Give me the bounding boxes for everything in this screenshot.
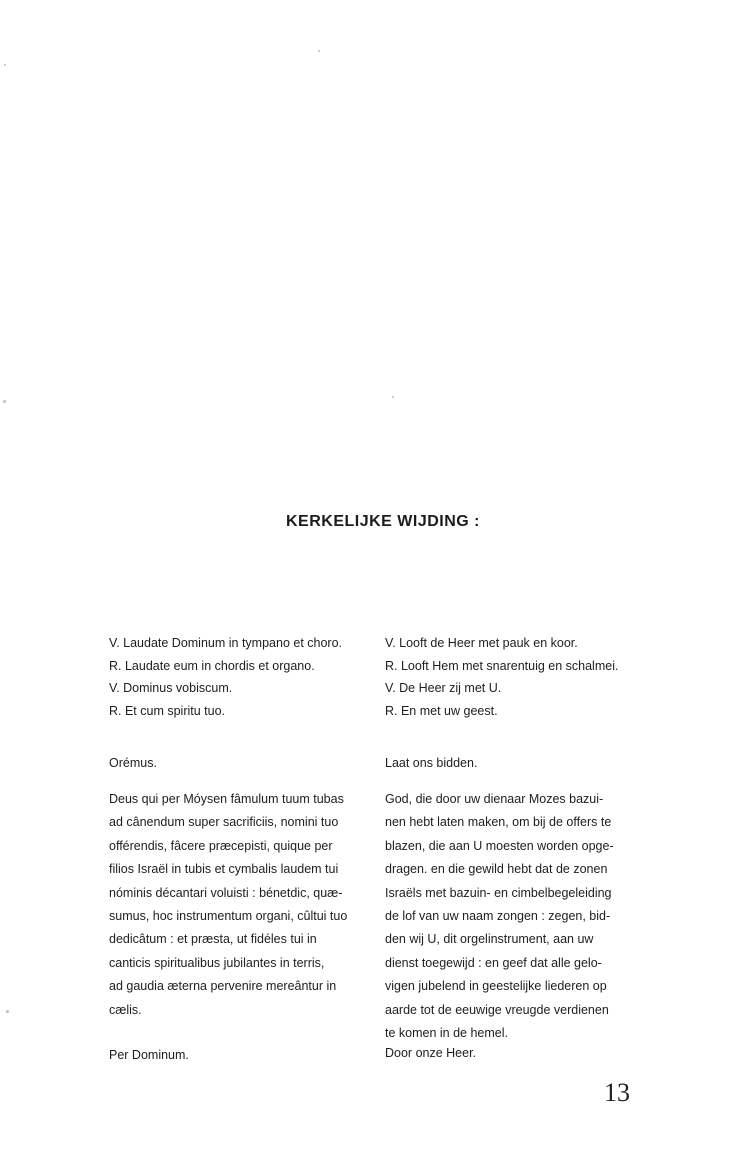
prayer-line: dragen. en die gewild hebt dat de zonen <box>385 862 608 877</box>
prayer-line: den wij U, dit orgelinstrument, aan uw <box>385 932 594 947</box>
prayer-line: Israëls met bazuin- en cimbelbegeleiding <box>385 885 612 900</box>
dutch-oremus: Laat ons bidden. <box>385 756 478 770</box>
versicle-line: V. Looft de Heer met pauk en koor. <box>385 636 578 650</box>
prayer-line: ad cânendum super sacrificiis, nomini tuo <box>109 815 339 830</box>
prayer-line: cælis. <box>109 1002 142 1017</box>
prayer-line: vigen jubelend in geestelijke liederen op <box>385 979 607 994</box>
prayer-line: te komen in de hemel. <box>385 1025 508 1040</box>
versicle-line: R. En met uw geest. <box>385 703 498 718</box>
latin-oremus: Orémus. <box>109 756 157 770</box>
versicle-line: V. De Heer zij met U. <box>385 681 502 695</box>
latin-versicles <box>109 632 342 722</box>
prayer-line: de lof van uw naam zongen : zegen, bid- <box>385 908 611 923</box>
dutch-versicles <box>385 632 618 722</box>
section-title: KERKELIJKE WIJDING : <box>285 513 480 530</box>
versicle-line: R. Laudate eum in chordis et organo. <box>109 658 315 673</box>
dutch-closing: Door onze Heer. <box>385 1046 477 1060</box>
scan-speck <box>318 50 320 52</box>
prayer-line: dienst toegewijd : en geef dat alle gelo- <box>385 955 602 970</box>
prayer-line: aarde tot de eeuwige vreugde verdienen <box>385 1002 609 1017</box>
prayer-line: ad gaudia æterna pervenire mereântur in <box>109 979 337 994</box>
prayer-line: nóminis décantari voluisti : bénetdic, quæ- <box>109 885 343 900</box>
versicle-line: V. Dominus vobiscum. <box>109 681 233 695</box>
versicle-line: R. Et cum spiritu tuo. <box>109 703 226 718</box>
prayer-line: God, die door uw dienaar Mozes bazui- <box>385 792 604 806</box>
versicle-line: R. Looft Hem met snarentuig en schalmei. <box>385 658 619 673</box>
latin-prayer <box>109 788 347 1022</box>
scan-speck <box>3 400 6 403</box>
prayer-line: offérendis, fâcere præcepisti, quique per <box>109 838 333 853</box>
prayer-line: filios Israël in tubis et cymbalis laudem tui <box>109 862 339 877</box>
latin-closing: Per Dominum. <box>109 1048 189 1062</box>
scan-speck <box>4 64 6 66</box>
prayer-line: dedicâtum : et præsta, ut fidéles tui in <box>109 932 317 947</box>
prayer-line: canticis spiritualibus jubilantes in terris, <box>109 955 325 970</box>
scan-speck <box>392 396 394 398</box>
dutch-prayer <box>385 788 614 1045</box>
prayer-line: blazen, die aan U moesten worden opge- <box>385 838 614 853</box>
scan-speck <box>6 1010 9 1013</box>
prayer-line: sumus, hoc instrumentum organi, cûltui tuo <box>109 908 348 923</box>
prayer-line: nen hebt laten maken, om bij de offers te <box>385 815 612 830</box>
prayer-line: Deus qui per Móysen fâmulum tuum tubas <box>109 792 344 806</box>
versicle-line: V. Laudate Dominum in tympano et choro. <box>109 636 343 650</box>
page-number: 13 <box>604 1078 630 1107</box>
